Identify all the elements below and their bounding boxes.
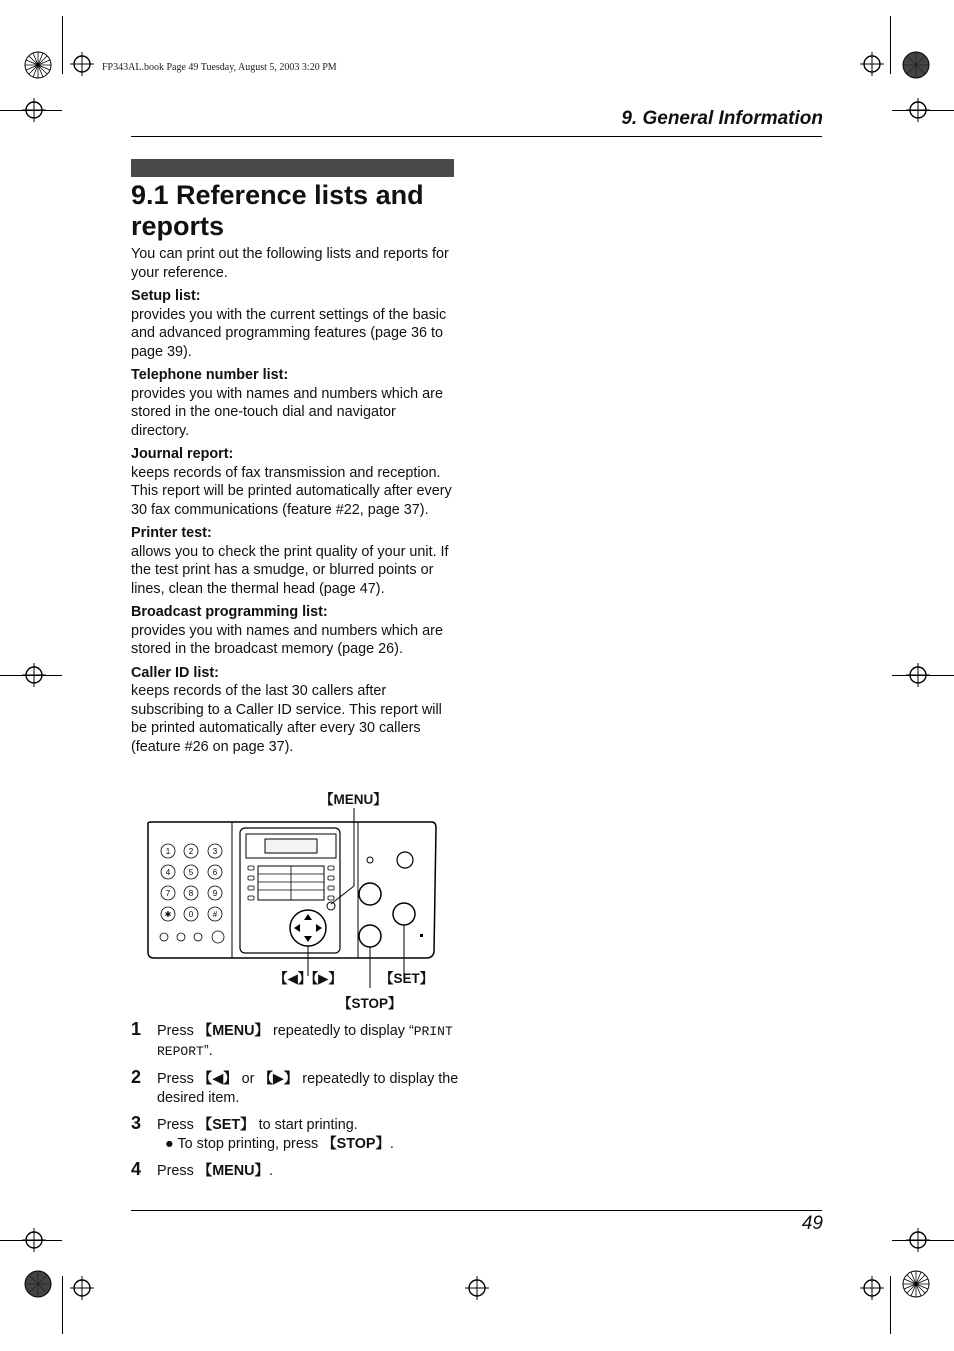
keypad-key: 5	[188, 868, 194, 877]
registration-mark-icon	[22, 663, 46, 687]
set-key: 【SET】	[197, 1117, 255, 1133]
keypad-key: 0	[188, 910, 194, 919]
bullet-icon: ●	[165, 1135, 178, 1152]
header-rule	[131, 136, 822, 137]
step-text: to start printing.	[254, 1117, 358, 1133]
registration-mark-icon	[860, 1276, 884, 1300]
keypad-key: 4	[165, 868, 171, 877]
step-number: 3	[131, 1113, 142, 1133]
main-column	[131, 245, 456, 761]
menu-key: 【MENU】	[197, 1023, 269, 1039]
keypad-key: 2	[188, 847, 194, 856]
step-1	[131, 1019, 461, 1061]
fax-panel-drawing	[140, 808, 450, 988]
registration-mark-icon	[70, 1276, 94, 1300]
registration-mark-icon	[22, 98, 46, 122]
step-text: .	[268, 1163, 273, 1179]
fax-panel-diagram	[140, 784, 450, 1012]
stop-key: 【STOP】	[322, 1135, 390, 1152]
menu-key: 【MENU】	[197, 1163, 269, 1179]
step-text: Press	[157, 1023, 198, 1039]
starburst-mark-icon	[902, 1270, 930, 1298]
step-2	[131, 1067, 461, 1107]
item-text: keeps records of the last 30 callers after subscribing to a Caller ID service. This report will be printed automatically after every 30 callers (feature #26 on page 37).	[131, 683, 442, 755]
arrow-keys-label: 【◀】【▶】	[274, 971, 343, 986]
right-key: 【▶】	[258, 1071, 299, 1087]
step-bullet	[157, 1135, 461, 1154]
item-heading: Caller ID list:	[131, 664, 219, 681]
set-key-label: 【SET】	[380, 971, 434, 986]
page-title: 9.1 Reference lists and reports	[131, 180, 424, 241]
step-text: or	[237, 1071, 259, 1087]
keypad-key: 3	[212, 847, 218, 856]
keypad-key: 8	[188, 889, 194, 898]
section-header: 9. General Information	[621, 108, 823, 129]
step-3	[131, 1113, 461, 1153]
step-number: 4	[131, 1159, 142, 1179]
step-text: repeatedly to display “	[268, 1023, 414, 1039]
item-heading: Setup list:	[131, 288, 201, 304]
item-text: allows you to check the print quality of your unit. If the test print has a smudge, or blurred points or lines, clean the thermal head (page 47).	[131, 543, 449, 597]
step-4	[131, 1159, 461, 1181]
step-text: To stop printing, press	[177, 1135, 323, 1152]
item-text: keeps records of fax transmission and reception. This report will be printed automatically after every 30 fax communications (feature #22, page 37).	[131, 464, 452, 518]
keypad-key: 1	[165, 847, 171, 856]
starburst-mark-icon	[902, 51, 930, 79]
keypad-key: ✱	[164, 910, 172, 919]
registration-mark-icon	[860, 52, 884, 76]
display-text: PRINT REPORT	[157, 1024, 453, 1059]
starburst-mark-icon	[24, 1270, 52, 1298]
list-item	[131, 366, 456, 440]
item-heading: Telephone number list:	[131, 367, 289, 383]
steps	[131, 1019, 461, 1190]
list-item	[131, 664, 456, 757]
step-text: .	[389, 1135, 394, 1152]
step-text: Press	[157, 1163, 198, 1179]
footer-rule	[131, 1210, 822, 1211]
stop-key-label: 【STOP】	[338, 996, 402, 1011]
registration-mark-icon	[70, 52, 94, 76]
registration-mark-icon	[906, 98, 930, 122]
keypad-key: 9	[212, 889, 218, 898]
keypad-key: 7	[165, 889, 171, 898]
title-bar	[131, 159, 454, 177]
item-text: provides you with the current settings of the basic and advanced programming features (page 36 to page 39).	[131, 306, 447, 360]
step-number: 2	[131, 1067, 142, 1087]
list-item	[131, 524, 456, 598]
registration-mark-icon	[465, 1276, 489, 1300]
intro-text: You can print out the following lists and reports for your reference.	[131, 246, 449, 281]
list-item	[131, 287, 456, 361]
registration-mark-icon	[906, 1228, 930, 1252]
item-heading: Journal report:	[131, 446, 234, 462]
keypad-key: #	[212, 910, 218, 919]
item-heading: Printer test:	[131, 525, 212, 541]
step-text: Press	[157, 1117, 198, 1133]
step-number: 1	[131, 1019, 142, 1039]
page-number: 49	[801, 1213, 823, 1234]
step-text: Press	[157, 1071, 198, 1087]
step-text: repeatedly to display the desired item.	[157, 1071, 459, 1106]
item-heading: Broadcast programming list:	[131, 604, 328, 620]
list-item	[131, 603, 456, 659]
starburst-mark-icon	[24, 51, 52, 79]
book-info-line: FP343AL.book Page 49 Tuesday, August 5, 2003 3:20 PM	[102, 62, 337, 73]
step-text: ”.	[203, 1042, 213, 1059]
keypad-key: 6	[212, 868, 218, 877]
menu-key-label: 【MENU】	[320, 792, 387, 807]
left-key: 【◀】	[197, 1071, 238, 1087]
item-text: provides you with names and numbers which are stored in the broadcast memory (page 26).	[131, 622, 443, 657]
list-item	[131, 445, 456, 519]
registration-mark-icon	[22, 1228, 46, 1252]
registration-mark-icon	[906, 663, 930, 687]
item-text: provides you with names and numbers which are stored in the one-touch dial and navigator directory.	[131, 385, 443, 439]
